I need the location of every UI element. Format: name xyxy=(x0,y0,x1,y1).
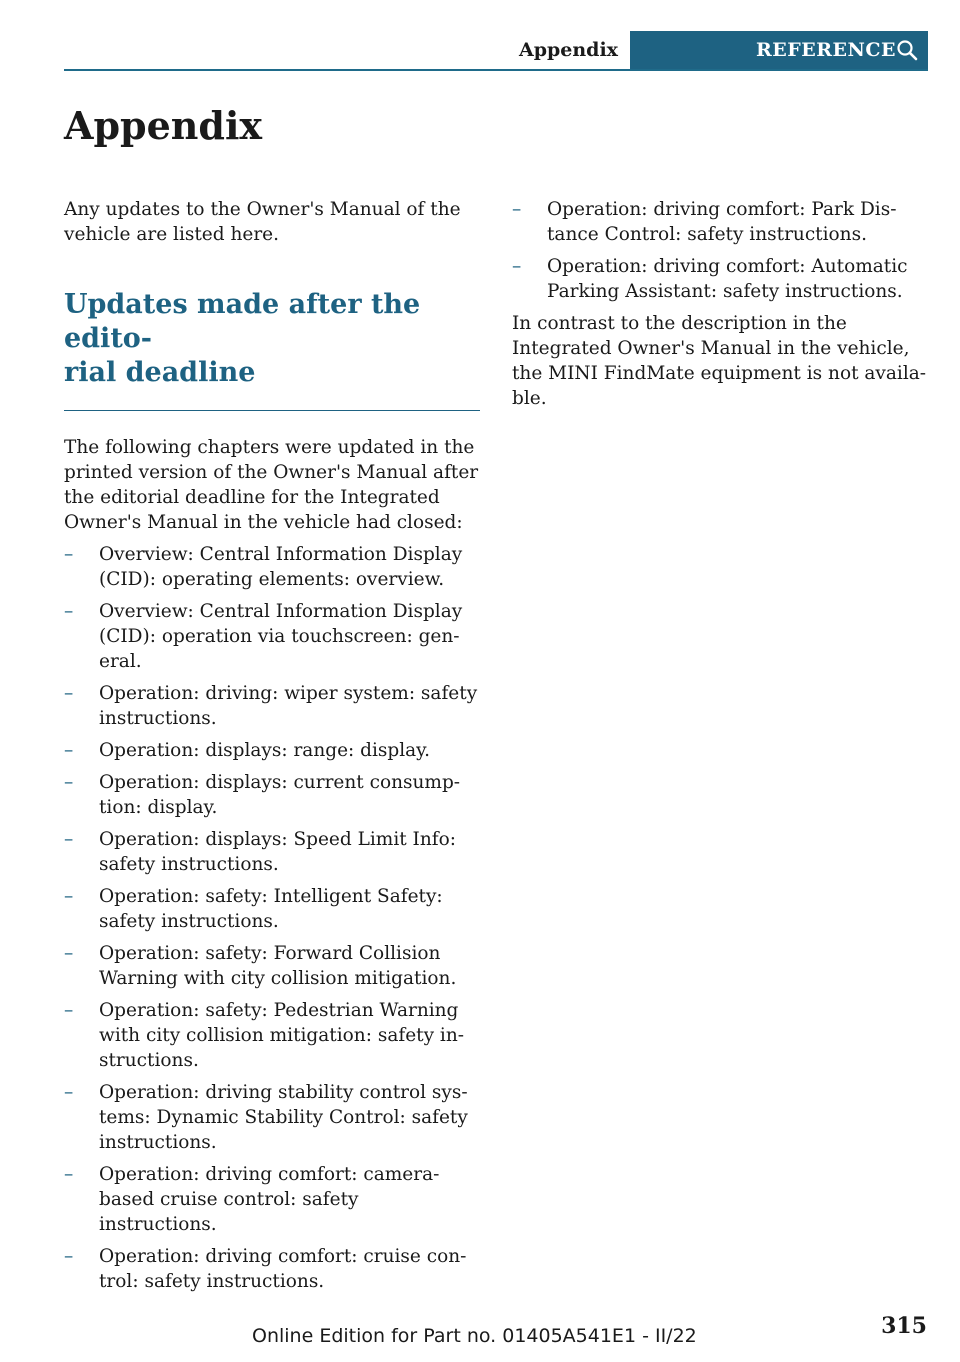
list-item xyxy=(64,681,480,731)
list-item xyxy=(512,254,928,304)
section-heading-line1: Updates made after the edito- xyxy=(64,289,421,354)
page-title: Appendix xyxy=(64,103,263,148)
dash-bullet: – xyxy=(512,199,522,220)
dash-bullet: – xyxy=(64,829,74,850)
list-item-text: Operation: driving: wiper system: safety instructions. xyxy=(99,683,478,729)
list-item-text: Operation: displays: range: display. xyxy=(99,740,431,761)
list-item xyxy=(64,1244,480,1294)
magnifier-icon xyxy=(896,39,918,61)
updated-chapters-list-continued xyxy=(512,197,928,304)
header-section-label: Appendix xyxy=(518,39,618,61)
list-item xyxy=(512,197,928,247)
list-item-text: Operation: displays: Speed Limit Info: safety instructions. xyxy=(99,829,457,875)
dash-bullet: – xyxy=(64,601,74,622)
dash-bullet: – xyxy=(64,1246,74,1267)
intro-paragraph: Any updates to the Owner's Manual of the vehicle are listed here. xyxy=(64,199,461,245)
list-item-text: Operation: driving comfort: Automatic Parking Assistant: safety instructions. xyxy=(547,256,908,302)
lead-paragraph: The following chapters were updated in the printed version of the Owner's Manual after the editorial deadline for the Integrated Owner's Manual in the vehicle had closed: xyxy=(64,437,479,533)
list-item-text: Overview: Central Information Display (CID): operation via touchscreen: gen-eral. xyxy=(99,601,463,672)
closing-paragraph: In contrast to the description in the Integrated Owner's Manual in the vehicle, the MINI FindMate equipment is not availa-ble. xyxy=(512,313,927,409)
list-item-text: Operation: safety: Forward Collision Warning with city collision mitigation. xyxy=(99,943,457,989)
dash-bullet: – xyxy=(64,683,74,704)
dash-bullet: – xyxy=(512,256,522,277)
dash-bullet: – xyxy=(64,886,74,907)
dash-bullet: – xyxy=(64,1000,74,1021)
list-item xyxy=(64,827,480,877)
page-header xyxy=(64,31,928,71)
list-item-text: Operation: safety: Intelligent Safety: safety instructions. xyxy=(99,886,443,932)
list-item xyxy=(64,1080,480,1155)
dash-bullet: – xyxy=(64,772,74,793)
list-item-text: Operation: driving comfort: cruise con-trol: safety instructions. xyxy=(99,1246,467,1292)
list-item xyxy=(64,1162,480,1237)
edition-footer: Online Edition for Part no. 01405A541E1 - II/22 xyxy=(252,1325,697,1347)
list-item xyxy=(64,599,480,674)
dash-bullet: – xyxy=(64,544,74,565)
list-item-text: Operation: driving comfort: camera-based cruise control: safety instructions. xyxy=(99,1164,440,1235)
header-rule xyxy=(64,69,928,71)
dash-bullet: – xyxy=(64,1164,74,1185)
list-item xyxy=(64,542,480,592)
reference-tab-label: REFERENCE xyxy=(756,39,896,61)
left-column xyxy=(64,197,480,1301)
list-item-text: Operation: displays: current consump-tion: display. xyxy=(99,772,461,818)
page-number: 315 xyxy=(881,1313,927,1339)
list-item xyxy=(64,941,480,991)
section-heading-line2: rial deadline xyxy=(64,357,256,388)
list-item-text: Overview: Central Information Display (CID): operating elements: overview. xyxy=(99,544,463,590)
dash-bullet: – xyxy=(64,1082,74,1103)
list-item xyxy=(64,998,480,1073)
list-item-text: Operation: driving comfort: Park Dis-tance Control: safety instructions. xyxy=(547,199,897,245)
list-item xyxy=(64,738,480,763)
updated-chapters-list xyxy=(64,542,480,1294)
reference-tab[interactable] xyxy=(630,31,928,71)
list-item-text: Operation: safety: Pedestrian Warning with city collision mitigation: safety in-structions. xyxy=(99,1000,464,1071)
list-item xyxy=(64,884,480,934)
dash-bullet: – xyxy=(64,740,74,761)
dash-bullet: – xyxy=(64,943,74,964)
list-item-text: Operation: driving stability control sys-tems: Dynamic Stability Control: safety instructions. xyxy=(99,1082,468,1153)
section-heading xyxy=(64,288,480,390)
list-item xyxy=(64,770,480,820)
right-column xyxy=(512,197,928,411)
section-divider xyxy=(64,410,480,411)
